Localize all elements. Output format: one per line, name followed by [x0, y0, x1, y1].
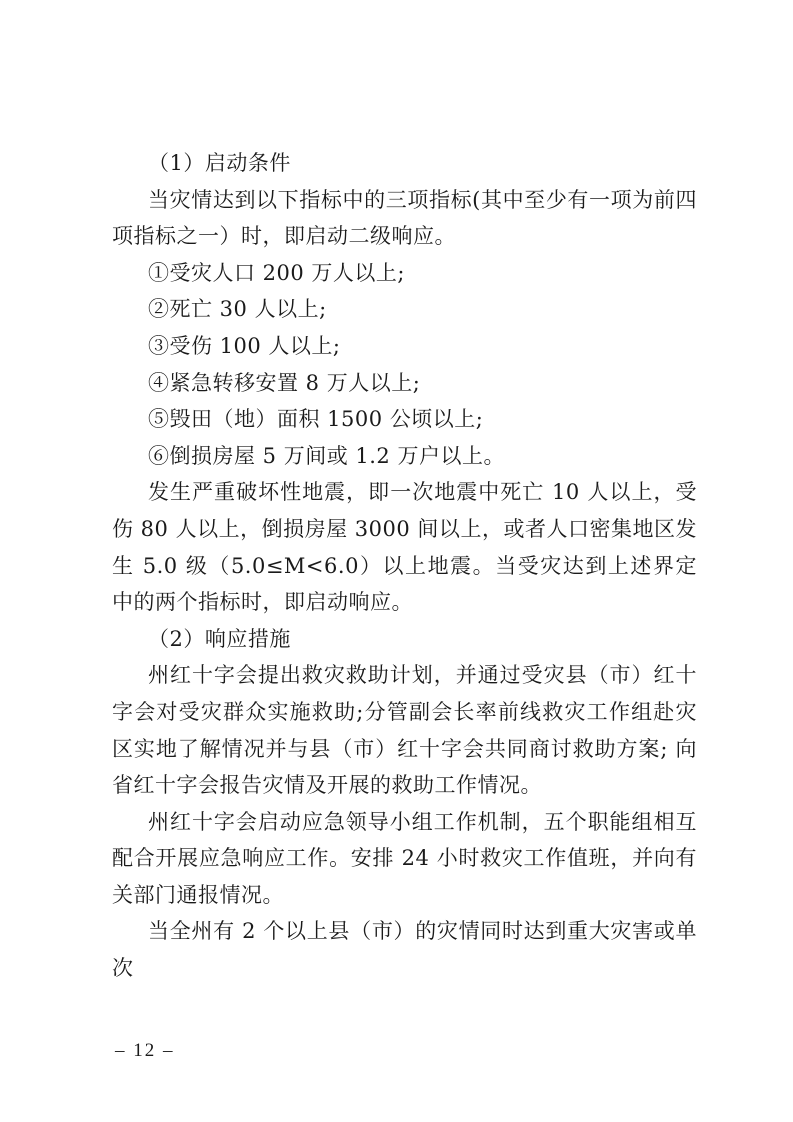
paragraph-relief-plan: 州红十字会提出救灾救助计划，并通过受灾县（市）红十字会对受灾群众实施救助;分管副会长率前线救灾工作组赴灾区实地了解情况并与县（市）红十字会共同商讨救助方案; 向省红十字会报告灾情及开展的救助工作情况。 — [112, 663, 697, 798]
section-heading-response-measures: （2）响应措施 — [148, 626, 291, 651]
criterion-evacuation: ④紧急转移安置 8 万人以上; — [148, 370, 421, 395]
page-number: – 12 – — [115, 1040, 175, 1061]
criterion-affected-population: ①受灾人口 200 万人以上; — [148, 260, 406, 285]
section-heading-start-conditions: （1）启动条件 — [148, 151, 291, 175]
criterion-houses: ⑥倒损房屋 5 万间或 1.2 万户以上。 — [148, 443, 505, 468]
paragraph-criteria-intro: 当灾情达到以下指标中的三项指标(其中至少有一项为前四项指标之一）时，即启动二级响应。 — [112, 187, 697, 249]
criterion-farmland: ⑤毁田（地）面积 1500 公顷以上; — [148, 407, 484, 432]
paragraph-emergency-mechanism: 州红十字会启动应急领导小组工作机制，五个职能组相互配合开展应急响应工作。安排 24 小时救灾工作值班，并向有关部门通报情况。 — [112, 809, 697, 907]
criterion-injuries: ③受伤 100 人以上; — [148, 333, 341, 358]
paragraph-multiple-counties: 当全州有 2 个以上县（市）的灾情同时达到重大灾害或单次 — [112, 919, 697, 981]
criterion-deaths: ②死亡 30 人以上; — [148, 297, 327, 322]
document-body — [112, 145, 697, 987]
paragraph-earthquake: 发生严重破坏性地震，即一次地震中死亡 10 人以上，受伤 80 人以上，倒损房屋 3000 间以上，或者人口密集地区发生 5.0 级（5.0≤M<6.0）以上地震。当受灾达到上述界定中的两个指标时，即启动响应。 — [112, 480, 697, 615]
